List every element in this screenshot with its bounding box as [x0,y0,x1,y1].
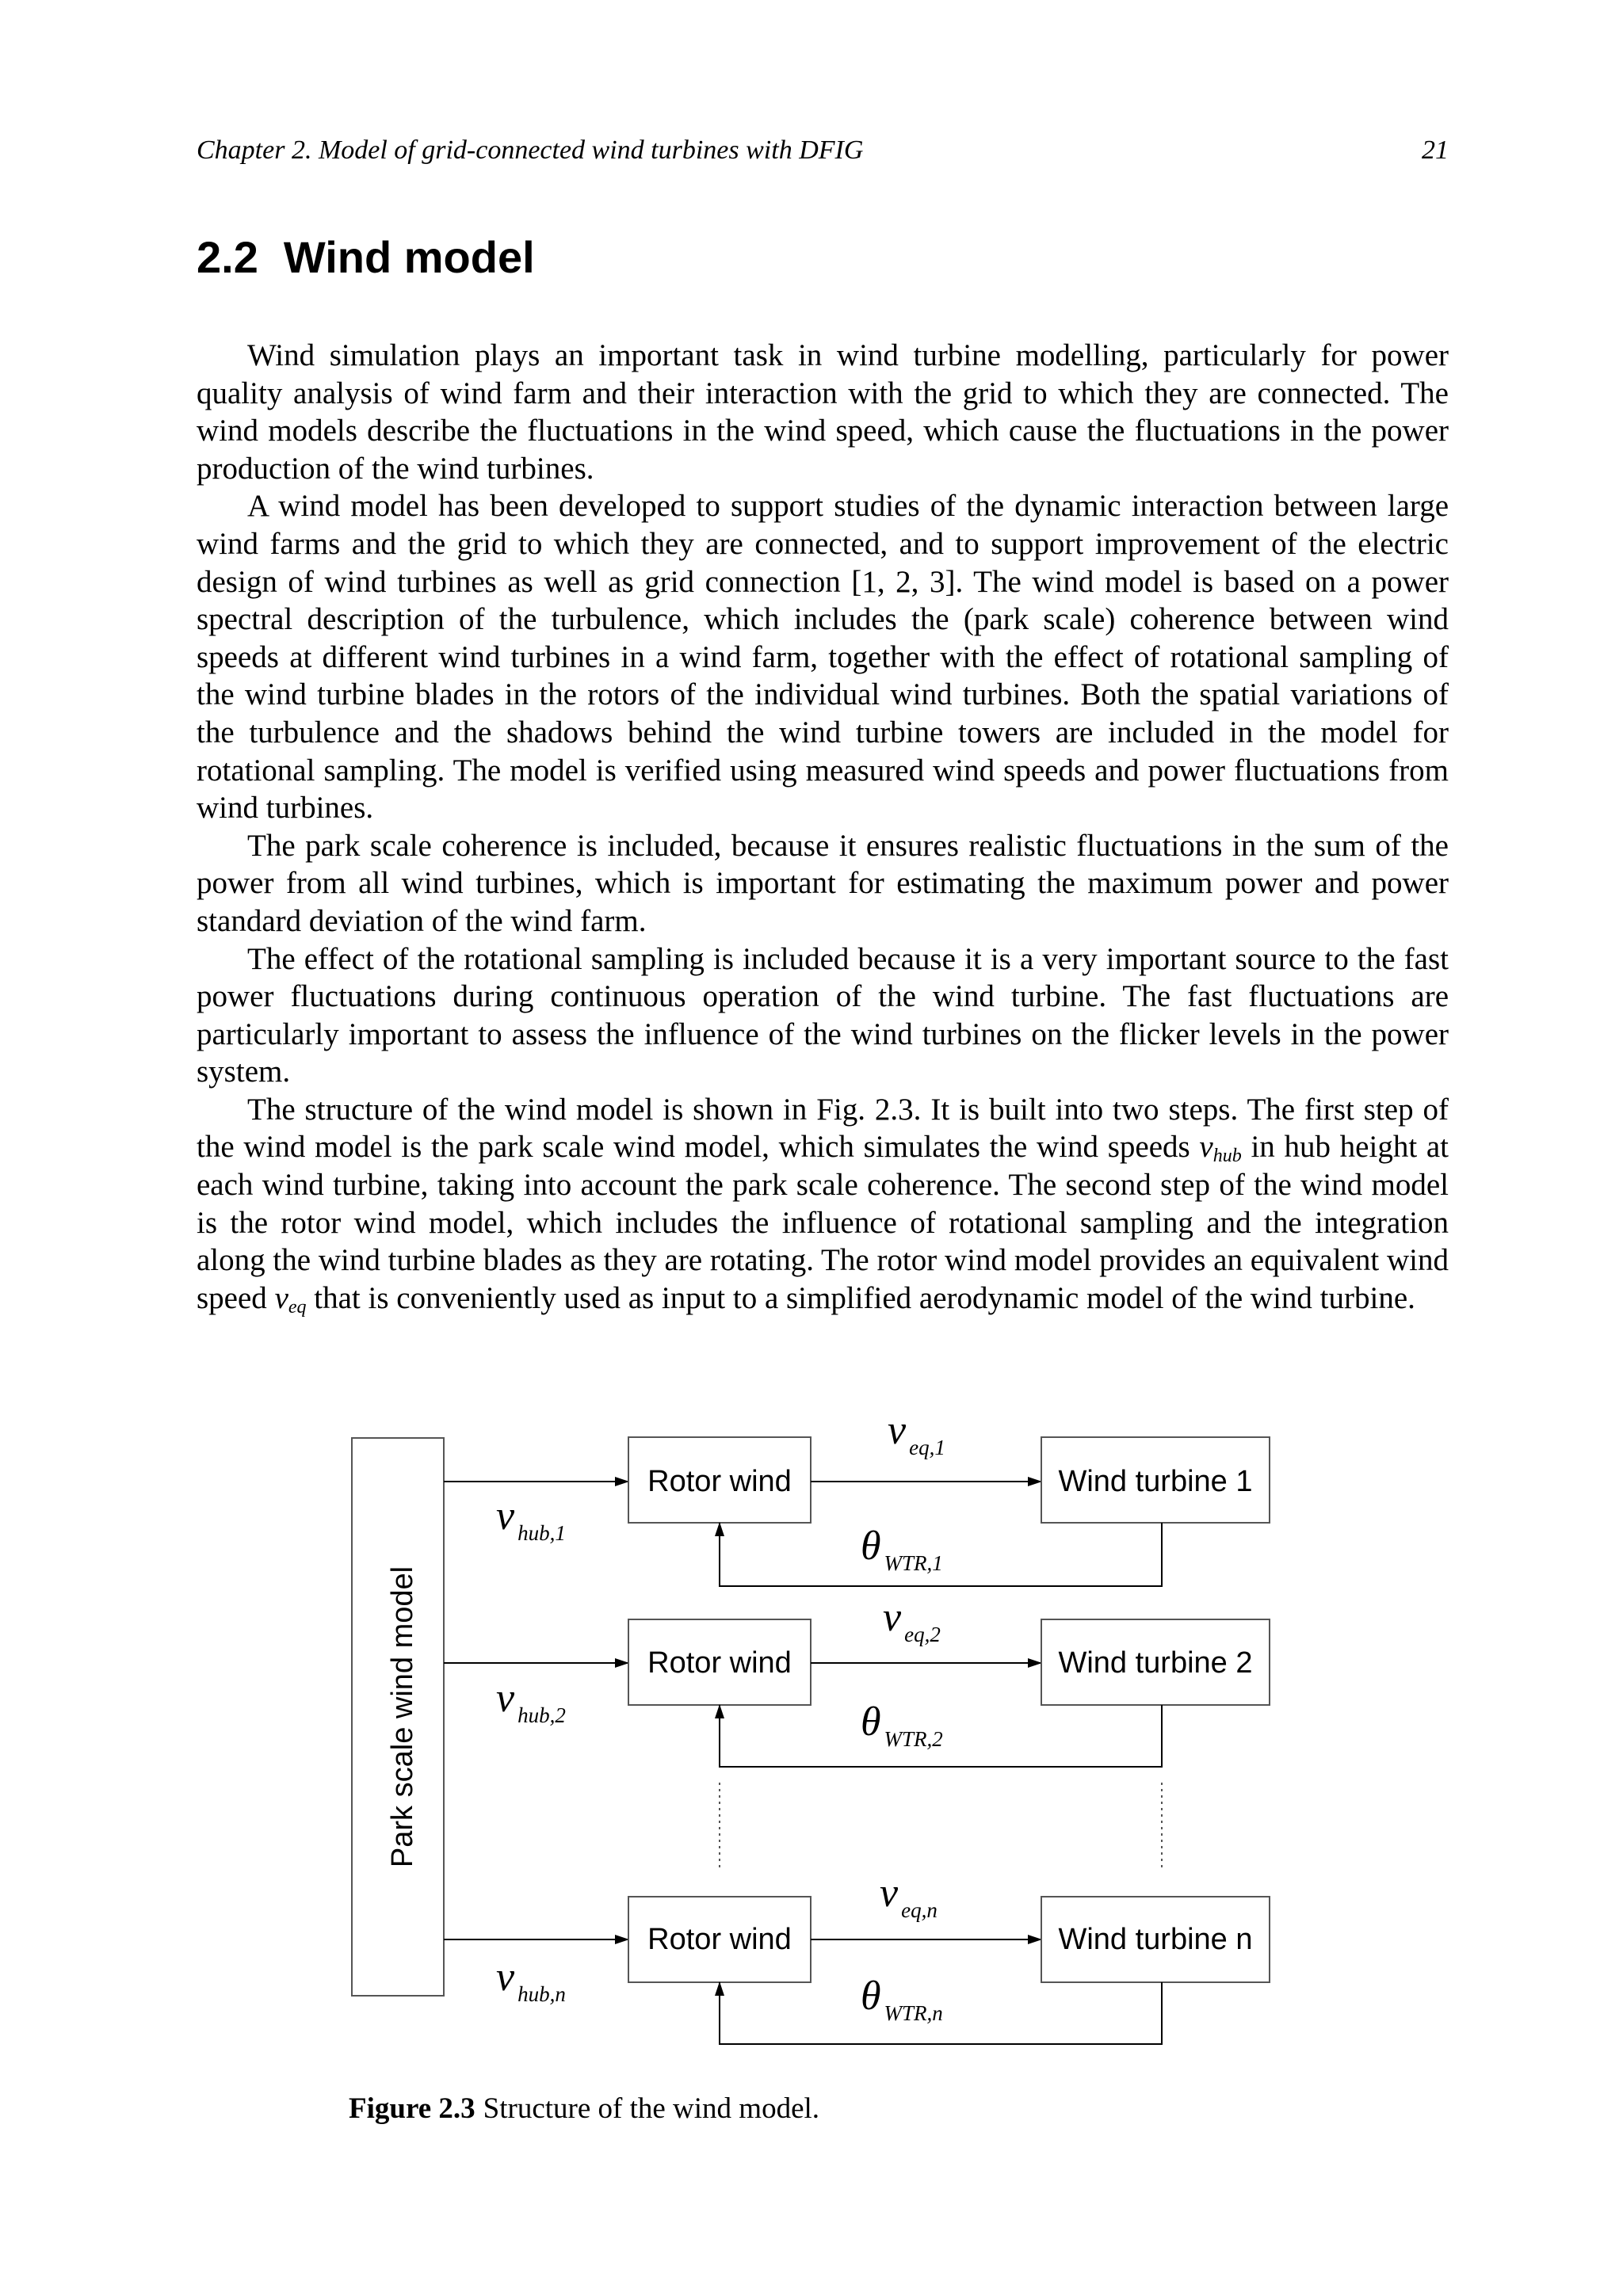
v-eq-1-symbol [888,1408,945,1459]
paragraph-4: The effect of the rotational sampling is included because it is a very important source to the fast power fluctuations during continuous operation of the wind turbine. The fast fluctuations are particularly important to assess the influence of the wind turbines on the flicker levels in the power system. [197,941,1449,1089]
theta-wtr-2-base: θ [861,1699,881,1745]
symbol-v-eq-subscript: eq [288,1296,307,1318]
v-hub-n-subscript: hub,n [517,1982,566,2006]
theta-wtr-n-subscript: WTR,n [884,2001,943,2025]
chapter-title: Chapter 2. Model of grid-connected wind turbines with DFIG [197,135,864,165]
v-eq-n-symbol [880,1871,938,1922]
figure-caption [349,2092,819,2126]
symbol-v-hub-subscript: hub [1212,1146,1242,1167]
turbine-row-1 [444,1408,1270,1586]
wind-turbine-label-n: Wind turbine n [1058,1923,1253,1956]
v-hub-2-symbol [496,1676,566,1727]
v-eq-2-symbol [883,1595,941,1646]
theta-wtr-n-base: θ [861,1974,881,2019]
v-hub-2-subscript: hub,2 [517,1703,566,1727]
turbine-row-n [444,1871,1270,2044]
theta-wtr-2-subscript: WTR,2 [884,1727,943,1751]
paragraph-5-part-2: in hub height at each wind turbine, taking into account the park scale coherence. The second step of the wind model is the rotor wind model, which includes the influence of rotational sampling and the integration along the wind turbine blades as they are rotating. The rotor wind model provides an equivalent wind speed [197,1130,1449,1315]
rotor-wind-label-2: Rotor wind [647,1646,792,1680]
paragraph-3: The park scale coherence is included, because it ensures realistic fluctuations in the sum of the power from all wind turbines, which is important for estimating the maximum power and power standard deviation of the wind farm. [197,828,1449,938]
paragraph-5-part-1: The structure of the wind model is shown in Fig. 2.3. It is built into two steps. The first step of the wind model is the park scale wind model, which simulates the wind speeds [197,1092,1449,1165]
v-hub-n-base: v [496,1955,515,2000]
section-number: 2.2 [197,232,258,282]
figure-caption-label: Figure 2.3 [349,2092,475,2125]
rotor-wind-label-1: Rotor wind [647,1465,792,1498]
paragraph-2: A wind model has been developed to support studies of the dynamic interaction between large wind farms and the grid to which they are connected, and to support improvement of the electric design of wind turbines as well as grid connection [1, 2, 3]. The wind model is based on a power spectral description of the turbulence, which includes the (park scale) coherence between wind speeds at different wind turbines in a wind farm, together with the effect of rotational sampling of the wind turbine blades in the rotors of the individual wind turbines. Both the spatial variations of the turbulence and the shadows behind the wind turbine towers are included in the model for rotational sampling. The model is verified using measured wind speeds and power fluctuations from wind turbines. [197,489,1449,826]
turbine-row-2 [444,1595,1270,1767]
wind-turbine-label-2: Wind turbine 2 [1058,1646,1253,1680]
v-eq-n-subscript: eq,n [901,1898,938,1922]
symbol-v-hub-base: v [1199,1130,1213,1165]
rotor-wind-label-n: Rotor wind [647,1923,792,1956]
v-eq-2-base: v [883,1595,902,1640]
v-hub-1-base: v [496,1493,515,1539]
park-scale-wind-model-label: Park scale wind model [386,1566,419,1868]
v-eq-n-base: v [880,1871,899,1916]
wind-turbine-label-1: Wind turbine 1 [1058,1465,1253,1498]
symbol-v-eq-base: v [274,1280,288,1315]
v-hub-1-symbol [496,1493,566,1545]
v-hub-1-subscript: hub,1 [517,1521,566,1545]
theta-wtr-1-symbol [861,1524,943,1575]
theta-wtr-n-symbol [861,1974,943,2025]
v-eq-2-subscript: eq,2 [904,1623,941,1646]
figure-caption-text: Structure of the wind model. [483,2092,820,2125]
v-eq-1-subscript: eq,1 [909,1436,945,1459]
v-hub-n-symbol [496,1955,566,2006]
theta-wtr-1-base: θ [861,1524,881,1569]
section-title: Wind model [283,232,535,282]
paragraph-1: Wind simulation plays an important task in wind turbine modelling, particularly for power quality analysis of wind farm and their interaction with the grid to which they are connected. The wind models describe the fluctuations in the wind speed, which cause the fluctuations in the power production of the wind turbines. [197,338,1449,486]
v-hub-2-base: v [496,1676,515,1721]
page-number: 21 [1422,135,1449,165]
theta-wtr-1-subscript: WTR,1 [884,1551,943,1575]
v-eq-1-base: v [888,1408,907,1453]
paragraph-5-part-3: that is conveniently used as input to a simplified aerodynamic model of the wind turbine. [314,1280,1415,1315]
theta-wtr-2-symbol [861,1699,943,1751]
